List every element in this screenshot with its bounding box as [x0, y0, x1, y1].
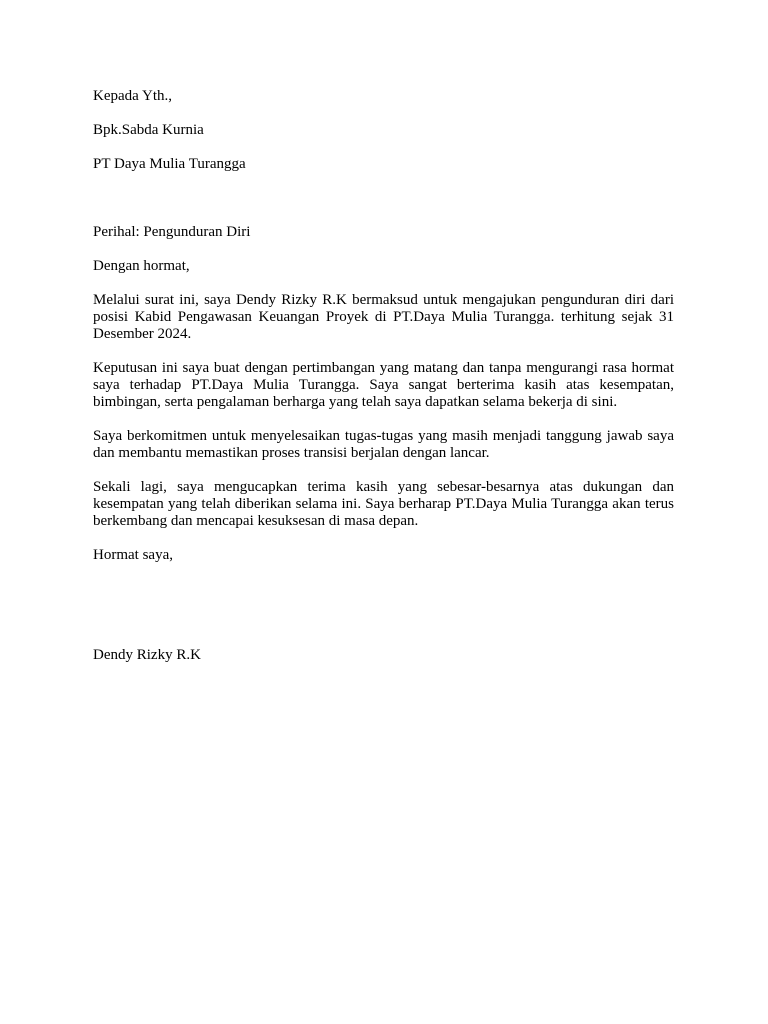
letter-greeting: Dengan hormat,	[93, 258, 190, 274]
paragraph-3: Saya berkomitmen untuk menyelesaikan tugas-tugas yang masih menjadi tanggung jawab saya dan membantu memastikan proses transisi berjalan dengan lancar.	[93, 428, 674, 461]
paragraph-4: Sekali lagi, saya mengucapkan terima kasih yang sebesar-besarnya atas dukungan dan kesempatan yang telah diberikan selama ini. Saya berharap PT.Daya Mulia Turangga akan terus berkembang dan mencapai kesuksesan di masa depan.	[93, 479, 674, 529]
recipient-company: PT Daya Mulia Turangga	[93, 156, 246, 172]
letter-body	[93, 88, 674, 664]
paragraph-2: Keputusan ini saya buat dengan pertimbangan yang matang dan tanpa mengurangi rasa hormat saya terhadap PT.Daya Mulia Turangga. Saya sangat berterima kasih atas kesempatan, bimbingan, serta pengalaman berharga yang telah saya dapatkan selama bekerja di sini.	[93, 360, 674, 410]
letter-closing: Hormat saya,	[93, 547, 173, 563]
recipient-salutation: Kepada Yth.,	[93, 88, 172, 104]
recipient-name: Bpk.Sabda Kurnia	[93, 122, 204, 138]
signatory-name: Dendy Rizky R.K	[93, 647, 201, 663]
paragraph-1: Melalui surat ini, saya Dendy Rizky R.K bermaksud untuk mengajukan pengunduran diri dari posisi Kabid Pengawasan Keuangan Proyek di PT.Daya Mulia Turangga. terhitung sejak 31 Desember 2024.	[93, 292, 674, 342]
letter-subject: Perihal: Pengunduran Diri	[93, 224, 251, 240]
